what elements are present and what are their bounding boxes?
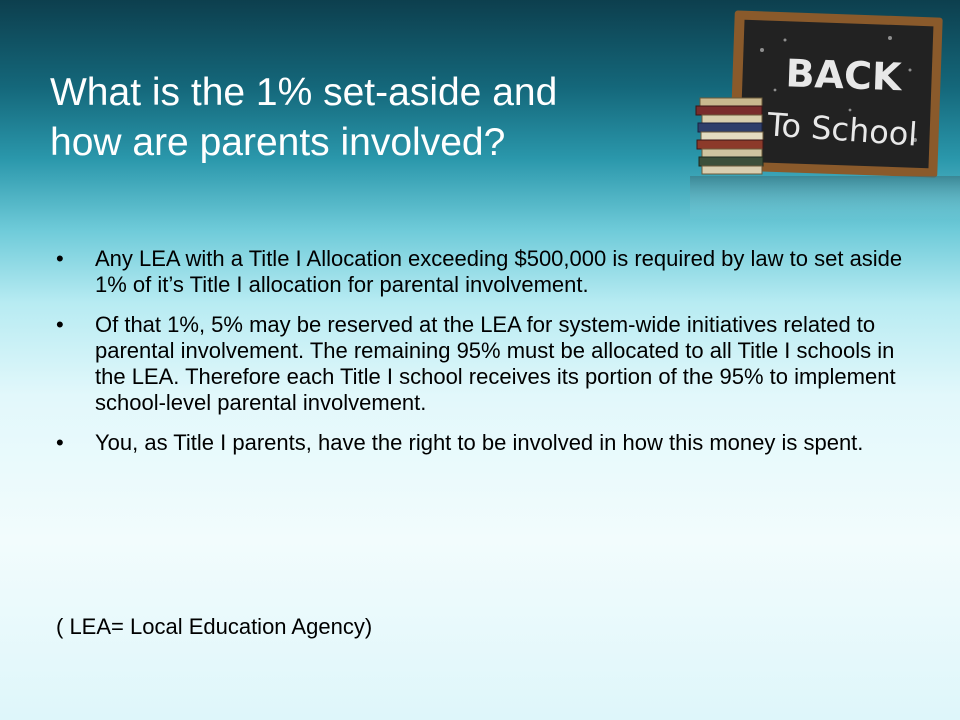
bullet-item xyxy=(56,430,906,456)
bullet-item xyxy=(56,312,906,416)
footnote: ( LEA= Local Education Agency) xyxy=(56,614,373,639)
reflection xyxy=(690,176,960,220)
title-line-2: how are parents involved? xyxy=(50,121,506,164)
chalkboard-text-to-school: To School xyxy=(766,105,919,154)
bullet-glyph: • xyxy=(56,312,64,337)
chalkboard-text-back: BACK xyxy=(784,51,903,100)
back-to-school-illustration xyxy=(690,10,960,220)
bullet-text: Of that 1%, 5% may be reserved at the LEA for system-wide initiatives related to parental involvement. The remaining 95% must be allocated to all Title I schools in the LEA. Therefore each Title I school receives its portion of the 95% to implement school-level parental involvement. xyxy=(95,312,896,415)
bullet-list xyxy=(56,246,906,470)
bullet-text: Any LEA with a Title I Allocation exceeding $500,000 is required by law to set aside 1% of it’s Title I allocation for parental involvement. xyxy=(95,246,903,297)
slide-title xyxy=(50,68,650,168)
bullet-text: You, as Title I parents, have the right to be involved in how this money is spent. xyxy=(95,430,864,455)
bullet-item xyxy=(56,246,906,298)
book-stack xyxy=(696,98,763,174)
title-line-1: What is the 1% set-aside and xyxy=(50,71,558,114)
bullet-glyph: • xyxy=(56,246,64,271)
bullet-glyph: • xyxy=(56,430,64,455)
